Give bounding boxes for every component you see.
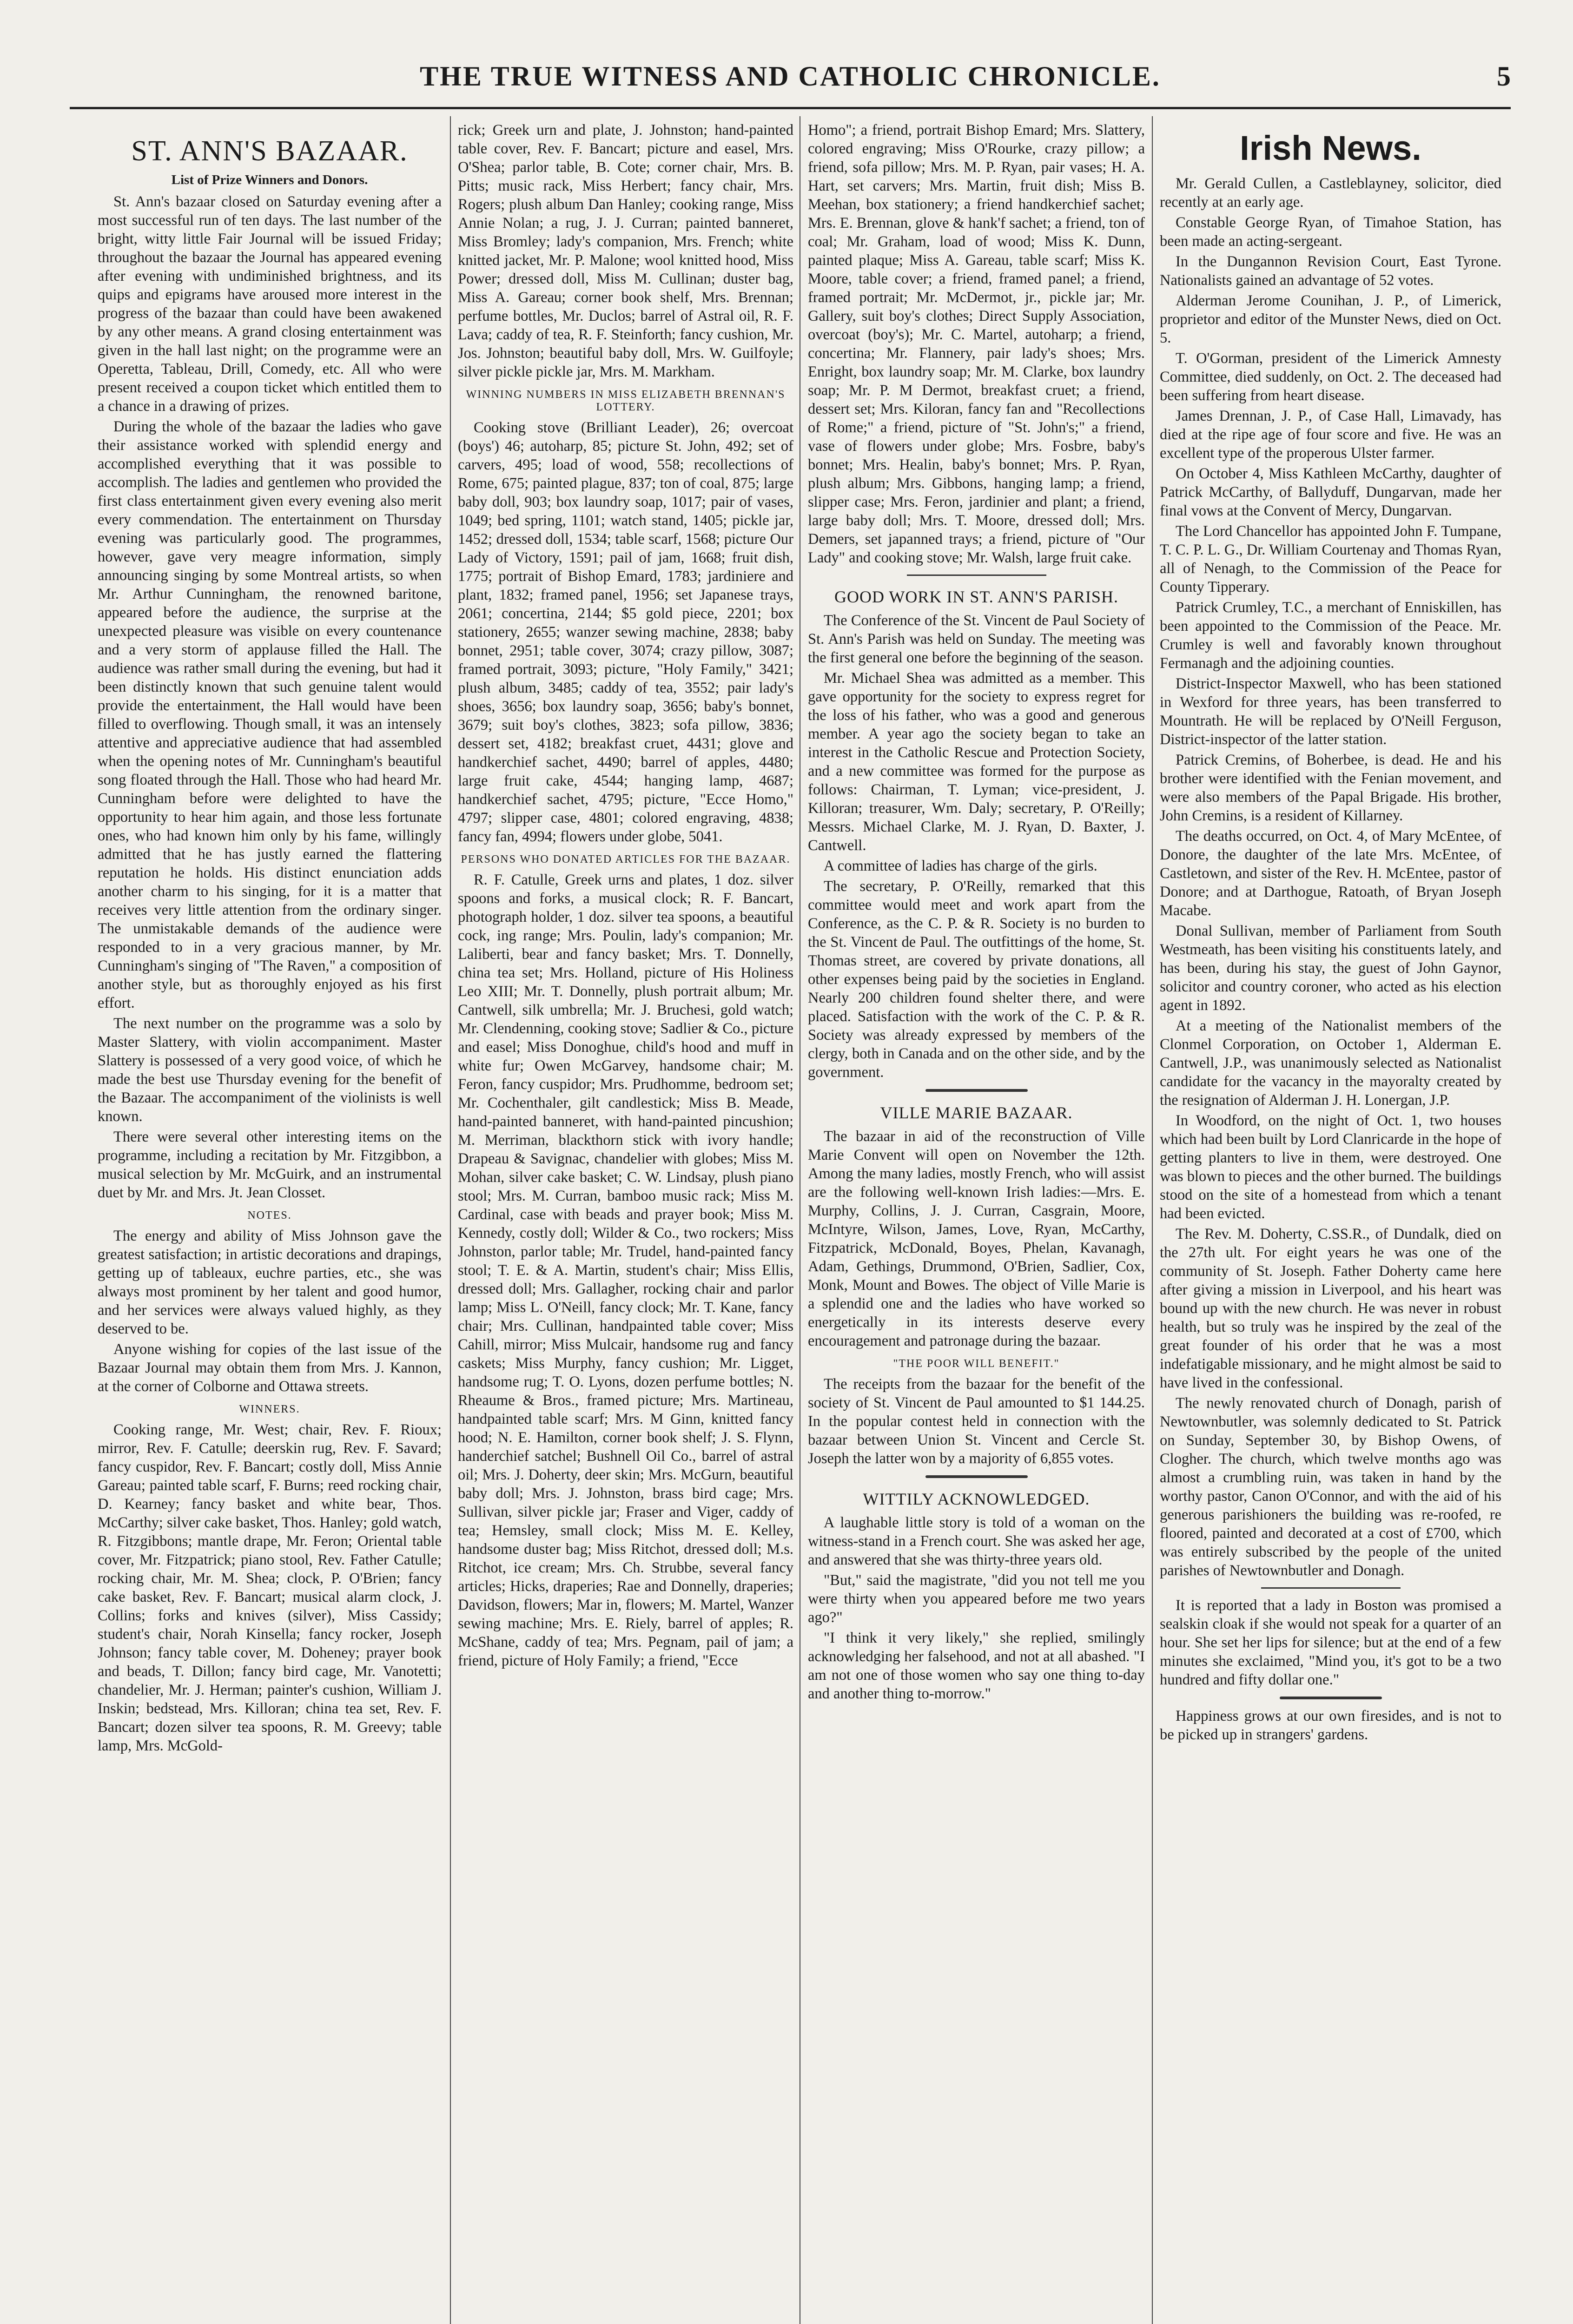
- news-item: T. O'Gorman, president of the Limerick Amnesty Committee, died suddenly, on Oct. 2. The deceased had been suffering from heart disease.: [1160, 350, 1501, 404]
- news-item: The Lord Chancellor has appointed John F. Tumpane, T. C. P. L. G., Dr. William Courtenay and Thomas Ryan, all of Nenagh, to the Commission of the Peace for County Tipperary.: [1160, 523, 1501, 595]
- news-item: Mr. Gerald Cullen, a Castleblayney, solicitor, died recently at an early age.: [1160, 175, 1501, 211]
- section-heading: NOTES.: [247, 1209, 292, 1221]
- winners-list: Cooking range, Mr. West; chair, Rev. F. Rioux; mirror, Rev. F. Catulle; deerskin rug, Rev. F. Savard; fancy cuspidor, Rev. F. Bancart; costly doll, Miss Annie Gareau; painted table scarf, F. Burns; reed rocking chair, D. Kearney; fancy basket and white bear, Thos. McCarthy; silver cake basket, Thos. Hanley; gold watch, R. Fitzgibbons; mantle drape, Mr. Feron; Oriental table cover, Mr. Fitzpatrick; piano stool, Rev. Father Catulle; rocking chair, Mr. M. Shea; clock, P. O'Brien; fancy cake basket, Rev. F. Bancart; musical alarm clock, J. Collins; forks and knives (silver), Miss Cassidy; student's chair, Norah Kinsella; fancy rocker, Joseph Johnson; fancy table cover, M. Doheney; prayer book and beads, T. Dillon; fancy bird cage, Mr. Vanotetti; chandelier, Mr. J. Herman; painter's cushion, William J. Inskin; bedstead, Mrs. Killoran; china tea set, Rev. F. Bancart; dozen silver tea spoons, R. M. Greevy; table lamp, Mrs. McGold-: [98, 1421, 442, 1754]
- column-1: [98, 121, 442, 2324]
- news-item: James Drennan, J. P., of Case Hall, Limavady, has died at the ripe age of four score and five. He was an excellent type of the properous Ulster farmer.: [1160, 408, 1501, 462]
- section-heading: PERSONS WHO DONATED ARTICLES FOR THE BAZAAR.: [461, 853, 791, 865]
- article-paragraph: Anyone wishing for copies of the last issue of the Bazaar Journal may obtain them from Mrs. J. Kannon, at the corner of Colborne and Ottawa streets.: [98, 1341, 442, 1395]
- article-subheading: List of Prize Winners and Donors.: [171, 172, 368, 187]
- news-item: Donal Sullivan, member of Parliament from South Westmeath, has been visiting his constituents lately, and has been, during his stay, the guest of John Gaynor, solicitor and country coroner, who acted as his election agent in 1892.: [1160, 923, 1501, 1014]
- page-number: 5: [1497, 61, 1511, 92]
- news-item: Patrick Cremins, of Boherbee, is dead. He and his brother were identified with the Fenian movement, and were also members of the Papal Brigade. His brother, John Cremins, is a resident of Killarney.: [1160, 752, 1501, 824]
- article-paragraph: A laughable little story is told of a woman on the witness-stand in a French court. She was asked her age, and answered that she was thirty-three years old.: [808, 1514, 1145, 1568]
- news-item: On October 4, Miss Kathleen McCarthy, daughter of Patrick McCarthy, of Ballyduff, Dungarvan, made her final vows at the Convent of Mercy, Dungarvan.: [1160, 465, 1501, 519]
- newspaper-title: THE TRUE WITNESS AND CATHOLIC CHRONICLE.: [420, 61, 1161, 92]
- lottery-list: Cooking stove (Brilliant Leader), 26; overcoat (boys') 46; autoharp, 85; picture St. John, 492; set of carvers, 495; load of wood, 558; recollections of Rome, 675; painted plague, 837; ton of coal, 875; large baby doll, 903; box laundry soap, 1017; pair of vases, 1049; bed spring, 1101; watch stand, 1405; pickle jar, 1452; dressed doll, 1534; table scarf, 1568; picture Our Lady of Victory, 1591; pail of jam, 1668; fruit dish, 1775; portrait of Bishop Emard, 1783; jardiniere and plant, 1832; framed panel, 1956; set Japanese trays, 2061; concertina, 2144; $5 gold piece, 2201; box stationery, 2655; wanzer sewing machine, 2838; baby bonnet, 2951; table cover, 3074; crazy pillow, 3087; framed portrait, 3093; picture, "Holy Family," 3421; plush album, 3485; caddy of tea, 3552; pair lady's shoes, 3656; box laundry soap, 3656; baby's bonnet, 3679; suit boy's clothes, 3823; sofa pillow, 3836; dessert set, 4182; breakfast cruet, 4431; glove and handkerchief sachet, 4490; barrel of apples, 4480; large fruit cake, 4544; hanging lamp, 4687; handkerchief sachet, 4795; picture, "Ecce Homo," 4797; slipper case, 4801; colored engraving, 4838; fancy fan, 4994; flowers under globe, 5041.: [458, 419, 793, 845]
- winners-list-continued: rick; Greek urn and plate, J. Johnston; hand-painted table cover, Rev. F. Bancart; picture and easel, Mrs. O'Shea; parlor table, B. Cote; corner chair, Mrs. B. Pitts; music rack, Miss Herbert; fancy chair, Mrs. Rogers; plush album Dan Hanley; cooking range, Miss Annie Nolan; a rug, J. J. Curran; painted banneret, Miss Bromley; lady's companion, Mrs. French; white knitted jacket, Mr. P. Malone; wool knitted hood, Miss Power; dressed doll, Miss M. Cullinan; duster bag, Miss A. Gareau; corner book shelf, Mrs. Brennan; perfume bottles, Mr. Duclos; barrel of Astral oil, R. F. Lava; caddy of tea, R. F. Steinforth; fancy cushion, Mr. Jos. Johnston; beautiful baby doll, Mrs. W. Guilfoyle; silver pickle pickle jar, Mrs. M. Markham.: [458, 122, 793, 380]
- article-paragraph: Mr. Michael Shea was admitted as a member. This gave opportunity for the society to express regret for the loss of his father, who was a good and generous member. A year ago the society began to take an interest in the Catholic Rescue and Protection Society, and a new committee was formed for the purpose as follows: Chairman, T. Lyman; vice-president, J. Killoran; treasurer, Wm. Daly; secretary, P. O'Reilly; Messrs. Michael Clarke, M. J. Ryan, D. Baxter, J. Cantwell.: [808, 670, 1145, 854]
- article-paragraph: "I think it very likely," she replied, smilingly acknowledging her falsehood, and not at all abashed. "I am not one of those women who say one thing to-day and another thing to-morrow.": [808, 1630, 1145, 1702]
- news-item: At a meeting of the Nationalist members of the Clonmel Corporation, on October 1, Alderman E. Cantwell, J.P., was unanimously selected as Nationalist candidate for the vacancy in the mayoralty created by the resignation of Alderman J. H. Lonergan, J.P.: [1160, 1017, 1501, 1109]
- news-item: The newly renovated church of Donagh, parish of Newtownbutler, was solemnly dedicated to St. Patrick on Sunday, September 30, by Bishop Owens, of Clogher. The church, which twelve months ago was almost a crumbling ruin, was taken in hand by the worthy pastor, Canon O'Connor, and with the aid of his generous parishioners the building was re-roofed, re floored, painted and decorated at a cost of £700, which was entirely subscribed by the people of the united parishes of Newtownbutler and Donagh.: [1160, 1395, 1501, 1579]
- section-heading: WINNING NUMBERS IN MISS ELIZABETH BRENNAN'S LOTTERY.: [466, 389, 786, 413]
- ornamental-divider: [925, 1089, 1028, 1092]
- article-heading: VILLE MARIE BAZAAR.: [880, 1103, 1073, 1122]
- ornamental-divider: [1280, 1697, 1382, 1699]
- section-heading: WINNERS.: [239, 1403, 300, 1415]
- section-heading: "THE POOR WILL BENEFIT.": [893, 1358, 1060, 1370]
- donors-list-continued: Homo"; a friend, portrait Bishop Emard; Mrs. Slattery, colored engraving; Miss O'Rourke, crazy pillow; a friend, sofa pillow; Mrs. M. P. Ryan, pair vases; H. A. Hart, set carvers; Mrs. Martin, fruit dish; Miss B. Meehan, box stationery; a friend handkerchief sachet; Mrs. E. Brennan, glove & hank'f sachet; a friend, ton of coal; Mr. Graham, load of wood; Miss K. Dunn, painted plaque; Miss A. Gareau, table scarf; Miss K. Moore, table cover; a friend, framed panel; a friend, framed portrait; Mr. McDermot, jr., pickle jar; Mr. Gallery, suit boy's clothes; Direct Supply Association, overcoat (boy's); Mr. C. Martel, autoharp; a friend, concertina; Mr. Flannery, pair lady's shoes; Mrs. Enright, box laundry soap; Mr. M. Clarke, box laundry soap; Mr. P. M Dermot, breakfast cruet; a friend, dessert set; Mrs. Kiloran, fancy fan and "Recollections of Rome;" a friend, picture of "St. John's;" a friend, vase of flowers under globe; Mrs. Fosbre, baby's bonnet; Mrs. Healin, baby's bonnet; Mrs. P. Ryan, plush album; Mrs. Gibbons, hanging lamp; a friend, slipper case; Mrs. Feron, jardinier and plant; a friend, large baby doll; Mrs. T. Moore, dressed doll; Mrs. Demers, set japanned trays; a friend, picture of "Our Lady" and cooking stove; Mr. Walsh, large fruit cake.: [808, 122, 1145, 566]
- news-item: The deaths occurred, on Oct. 4, of Mary McEntee, of Donore, the daughter of the late Mrs. McEntee, of Castletown, and sister of the Rev. H. McEntee, pastor of Donore; and at Darthogue, Ratoath, of Bryan Joseph Macabe.: [1160, 828, 1501, 919]
- news-item: The Rev. M. Doherty, C.SS.R., of Dundalk, died on the 27th ult. For eight years he was one of the community of St. Joseph. Father Doherty came here after giving a mission in Liverpool, and his heart was bound up with the new church. He was never in robust health, but so truly was he inspired by the zeal of the great founder of his order that he was a most indefatigable missionary, and he might almost be said to have lived in the confessional.: [1160, 1226, 1501, 1391]
- article-paragraph: During the whole of the bazaar the ladies who gave their assistance worked with splendid energy and accomplished everything that it was possible to accomplish. The ladies and gentlemen who provided the first class entertainment given every evening also merit every commendation. The entertainment on Thursday evening was particularly good. The programmes, however, gave very meagre information, simply announcing singing by some Montreal artists, so when Mr. Arthur Cunningham, the renowned baritone, appeared before the audience, the surprise at the unexpected pleasure was visible on every countenance and a very storm of applause filled the Hall. The audience was rather small during the evening, but had it been distinctly known that such genuine talent would provide the entertainment, the Hall would have been filled to overflowing. Though small, it was an intensely attentive and appreciative audience that had assembled when the opening notes of Mr. Cunningham's beautiful song floated through the Hall. Those who had heard Mr. Cunningham before were delighted to have the opportunity to hear him again, and those less fortunate ones, who had known him only by his fame, willingly admitted that he has justly earned the flattering reputation he holds. His distinct enunciation adds another charm to his singing, for it is a matter that receives very little attention from the ordinary singer. The unmistakable demands of the audience were responded to in a very gracious manner, by Mr. Cunningham's singing of "The Raven," a composition of another style, but as thoroughly enjoyed as his first effort.: [98, 418, 442, 1011]
- news-item: In the Dungannon Revision Court, East Tyrone. Nationalists gained an advantage of 52 votes.: [1160, 253, 1501, 289]
- masthead: [70, 51, 1511, 109]
- article-heading: WITTILY ACKNOWLEDGED.: [863, 1490, 1090, 1508]
- article-paragraph: St. Ann's bazaar closed on Saturday evening after a most successful run of ten days. The last number of the bright, witty little Fair Journal will be issued Friday; throughout the bazaar the Journal has appeared evening after evening with undiminished brightness, and its quips and epigrams have aroused more interest in the progress of the bazaar than could have been awakened by any other means. A grand closing entertainment was given in the hall last night; on the programme were an Operetta, Tableau, Drill, Comedy, etc. All who were present received a coupon ticket which entitled them to a chance in a drawing of prizes.: [98, 193, 442, 415]
- news-item: Happiness grows at our own firesides, and is not to be picked up in strangers' gardens.: [1160, 1708, 1501, 1743]
- column-4: [1160, 121, 1501, 2324]
- news-item: District-Inspector Maxwell, who has been stationed in Wexford for three years, has been transferred to Mountrath. He will be replaced by O'Neill Ferguson, District-inspector of the latter station.: [1160, 675, 1501, 748]
- article-paragraph: The secretary, P. O'Reilly, remarked that this committee would meet and work apart from the Conference, as the C. P. & R. Society is no burden to the St. Vincent de Paul. The outfittings of the home, St. Thomas street, are covered by private donations, all other expenses being paid by the societies in England. Nearly 200 children found shelter there, and were placed. Satisfaction with the work of the C. P. & R. Society was already expressed by members of the clergy, both in Canada and on the other side, and by the government.: [808, 878, 1145, 1081]
- article-paragraph: The bazaar in aid of the reconstruction of Ville Marie Convent will open on November the 12th. Among the many ladies, mostly French, who will assist are the following well-known Irish ladies:—Mrs. E. Murphy, Collins, J. J. Curran, Casgrain, Moore, McIntyre, Wilson, James, Love, Ryan, McCarthy, Fitzpatrick, McDonald, Boyes, Phelan, Kavanagh, Adam, Gethings, Drummond, O'Brien, Sadlier, Cox, Monk, Mount and Bowes. The object of Ville Marie is a splendid one and the ladies who have worked so energetically in its interests deserve every encouragement and patronage during the bazaar.: [808, 1128, 1145, 1349]
- column-2: [458, 121, 793, 2324]
- news-item: It is reported that a lady in Boston was promised a sealskin cloak if she would not speak for a quarter of an hour. She set her lips for silence; but at the end of a few minutes she exclaimed, "Mind you, it's got to be a two hundred and fifty dollar one.": [1160, 1597, 1501, 1688]
- ornamental-divider: [925, 1475, 1028, 1478]
- article-heading: ST. ANN'S BAZAAR.: [131, 135, 408, 167]
- section-divider: [1261, 1587, 1401, 1589]
- news-item: Patrick Crumley, T.C., a merchant of Enniskillen, has been appointed to the Commission of the Peace. Mr. Crumley is well and favorably known throughout Fermanagh and the adjoining counties.: [1160, 599, 1501, 672]
- column-3: [808, 121, 1145, 2324]
- news-item: Constable George Ryan, of Timahoe Station, has been made an acting-sergeant.: [1160, 214, 1501, 250]
- news-item: In Woodford, on the night of Oct. 1, two houses which had been built by Lord Clanricarde in the hope of getting planters to live in them, were destroyed. One was blown to pieces and the other burned. The buildings stood on the site of a homestead from which a tenant had been evicted.: [1160, 1112, 1501, 1222]
- article-paragraph: "But," said the magistrate, "did you not tell me you were thirty when you appeared before me two years ago?": [808, 1572, 1145, 1626]
- column-rule: [1152, 116, 1153, 2324]
- donors-list: R. F. Catulle, Greek urns and plates, 1 doz. silver spoons and forks, a musical clock; R. F. Bancart, photograph holder, 1 doz. silver tea spoons, a beautiful cock, ing range; Mrs. Poulin, lady's companion; Mr. Laliberti, bear and fancy basket; Mrs. T. Donnelly, china tea set; Mrs. Holland, picture of His Holiness Leo XIII; Mr. T. Donnelly, plush portrait album; Mr. Cantwell, silk umbrella; Mr. J. Bruchesi, gold watch; Mr. Clendenning, cooking stove; Sadlier & Co., picture and easel; Miss Donoghue, child's hood and muff in white fur; Owen McGarvey, handsome chair; M. Feron, fancy cuspidor; Mrs. Prudhomme, bedroom set; Mr. Cochenthaler, gilt candlestick; Miss B. Meade, hand-painted banneret, with hand-painted pincushion; M. Merriman, blackthorn stick with ivory handle; Drapeau & Savignac, chandelier with globes; Miss M. Mohan, silver cake basket; C. W. Lindsay, plush piano stool; Mrs. M. Curran, bamboo music rack; Miss M. Cardinal, case with beads and prayer book; Miss M. Kennedy, costly doll; Wilder & Co., two rockers; Miss Johnston, parlor table; Mr. Trudel, hand-painted fancy stool; T. E. & A. Martin, student's chair; Miss Ellis, dressed doll; Mrs. Gallagher, rocking chair and parlor lamp; Miss L. O'Neill, fancy clock; Mr. T. Kane, fancy chair; Mrs. Cullinan, handpainted table cover; Miss Cahill, mirror; Miss Mulcair, handsome rug and fancy caskets; Miss Murphy, fancy cushion; Mr. Ligget, handsome rug; T. O. Lyons, dozen perfume bottles; N. Rheaume & Bros., framed picture; Mrs. Martineau, handpainted table scarf; Mrs. M Ginn, knitted fancy hood; N. E. Hamilton, corner book shelf; J. S. Flynn, handerchief satchel; Bushnell Oil Co., barrel of astral oil; Mrs. J. Doherty, deer skin; Mrs. McGurn, beautiful baby doll; Mrs. J. Johnston, brass bird cage; Mrs. Sullivan, silver pickle jar; Fraser and Viger, caddy of tea; Hemsley, small clock; Miss M. E. Kelley, handsome duster bag; Miss Ritchot, dressed doll; M.s. Ritchot, ice cream; Mrs. Ch. Strubbe, several fancy articles; Hicks, draperies; Rae and Donnelly, draperies; Davidson, flowers; Mar in, flowers; M. Martel, Wanzer sewing machine; Mrs. E. Riely, barrel of apples; R. McShane, caddy of tea; Mrs. Pegnam, pail of jam; a friend, picture of Holy Family; a friend, "Ecce: [458, 872, 793, 1669]
- section-divider: [907, 574, 1046, 576]
- article-paragraph: A committee of ladies has charge of the girls.: [824, 858, 1097, 874]
- article-heading: GOOD WORK IN ST. ANN'S PARISH.: [834, 588, 1118, 606]
- article-paragraph: There were several other interesting items on the programme, including a recitation by Mr. Fitzgibbon, a musical selection by Mr. McGuirk, and an instrumental duet by Mr. and Mrs. Jt. Jean Closset.: [98, 1129, 442, 1201]
- article-paragraph: The receipts from the bazaar for the benefit of the society of St. Vincent de Paul amounted to $1 144.25. In the popular contest held in connection with the bazaar between Union St. Vincent and Cercle St. Joseph the latter won by a majority of 6,855 votes.: [808, 1376, 1145, 1467]
- article-paragraph: The next number on the programme was a solo by Master Slattery, with violin accompaniment. Master Slattery is possessed of a very good voice, of which he made the best use Thursday evening for the benefit of the Bazaar. The accompaniment of the violinists is well known.: [98, 1015, 442, 1125]
- column-rule: [450, 116, 451, 2324]
- article-paragraph: The Conference of the St. Vincent de Paul Society of St. Ann's Parish was held on Sunday. The meeting was the first general one before the beginning of the season.: [808, 612, 1145, 666]
- article-paragraph: The energy and ability of Miss Johnson gave the greatest satisfaction; in artistic decorations and drapings, getting up of tableaux, euchre parties, etc., she was always most prominent by her talent and good humor, and her services were always valued highly, as they deserved to be.: [98, 1228, 442, 1337]
- news-item: Alderman Jerome Counihan, J. P., of Limerick, proprietor and editor of the Munster News, died on Oct. 5.: [1160, 292, 1501, 346]
- article-heading: Irish News.: [1240, 129, 1421, 167]
